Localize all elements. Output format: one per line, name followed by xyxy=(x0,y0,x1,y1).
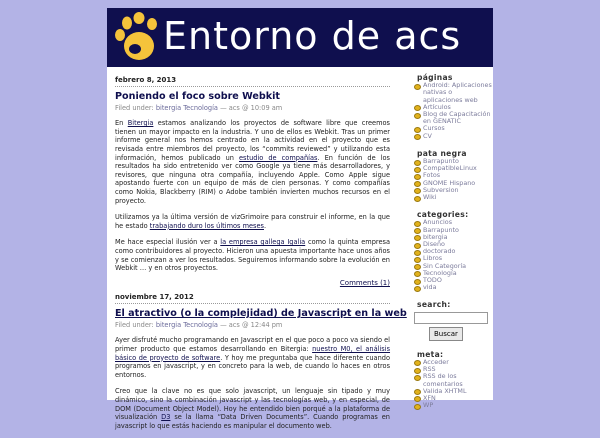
sidebar-link[interactable]: bitergia xyxy=(423,232,448,241)
bullet-icon xyxy=(414,84,421,90)
text: se la llama “Data Driven Documents”. Cuando programas en javascript lo que estás haciendo es manipular el documento web. xyxy=(115,413,390,430)
bullet-icon xyxy=(414,196,421,202)
text: Me hace especial ilusión ver a xyxy=(115,238,221,247)
comments-link[interactable]: Comments (1) xyxy=(339,278,390,287)
sidebar-link[interactable]: GNOME Hispano xyxy=(423,178,476,187)
main-content xyxy=(115,76,407,438)
sidebar-item[interactable] xyxy=(414,402,492,409)
site-header xyxy=(107,8,493,67)
post-date: febrero 8, 2013 xyxy=(115,76,390,87)
d3-link[interactable]: D3 xyxy=(161,413,171,422)
igalia-link[interactable]: la empresa gallega Igalia xyxy=(220,238,306,247)
sidebar-link[interactable]: Blog de Capacitación en GENATIC xyxy=(423,110,491,126)
sidebar-heading-pata-negra: pata negra xyxy=(417,148,467,158)
search-button[interactable]: Buscar xyxy=(429,327,463,341)
sidebar-link[interactable]: Wiki xyxy=(423,193,437,202)
bullet-icon xyxy=(414,134,421,140)
meta-prefix: Filed under: xyxy=(115,320,156,329)
post-date: noviembre 17, 2012 xyxy=(115,293,390,304)
sidebar-item[interactable] xyxy=(414,82,492,104)
sidebar-link[interactable]: Barrapunto xyxy=(423,225,459,234)
sidebar-heading-categories: categories: xyxy=(417,210,469,220)
sidebar-item[interactable] xyxy=(414,284,492,291)
page-container xyxy=(107,8,493,430)
text: . Y hoy me preguntaba que hace diferente cuando programos en javascript, y en concreto para la web, de cuando lo haces en otros entornos. xyxy=(115,353,390,379)
sidebar-link[interactable]: RSS xyxy=(423,365,436,374)
bullet-icon xyxy=(414,286,421,292)
text: . xyxy=(263,221,267,230)
sidebar-heading-search: search: xyxy=(417,300,451,310)
m0-link[interactable]: nuestro M0, el análisis básico de proyecto de software xyxy=(115,345,391,362)
sidebar-link[interactable]: Cursos xyxy=(423,124,445,133)
meta-prefix: Filed under: xyxy=(115,103,156,112)
bullet-icon xyxy=(414,375,421,381)
sidebar-item[interactable] xyxy=(414,111,492,125)
sidebar-link[interactable]: Anuncios xyxy=(423,218,453,227)
post-paragraph xyxy=(115,119,390,205)
sidebar-link[interactable]: XFN xyxy=(423,393,436,402)
meta-suffix: — acs @ 10:09 am xyxy=(217,103,283,112)
post-title-link[interactable]: El atractivo (o la complejidad) de Javascript en la web xyxy=(115,307,407,319)
sidebar-link[interactable]: Valida XHTML xyxy=(423,386,467,395)
estudio-link[interactable]: estudio de compañías xyxy=(239,153,318,162)
categories-list xyxy=(414,219,492,291)
sidebar-link[interactable]: CompatibleLinux xyxy=(423,164,477,173)
sidebar-link[interactable]: Tecnología xyxy=(423,268,457,277)
sidebar-link[interactable]: Diseño xyxy=(423,240,445,249)
gnome-foot-icon[interactable] xyxy=(111,12,161,64)
sidebar-heading-meta: meta: xyxy=(417,349,444,359)
post-paragraph xyxy=(115,238,390,272)
sidebar xyxy=(414,74,492,419)
sidebar-link[interactable]: CV xyxy=(423,131,432,140)
post-meta xyxy=(115,104,390,113)
post-meta xyxy=(115,321,390,330)
text: como la quinta empresa como contribuidores al proyecto. Hicieron una apuesta importante hace unos años y se comienzan a ver los resultados. Seguiremos informando sobre la evolución en Webkit … y en otros proyectos. xyxy=(115,238,390,273)
meta-suffix: — acs @ 12:44 pm xyxy=(217,320,283,329)
sidebar-link[interactable]: vida xyxy=(423,283,437,292)
sidebar-link[interactable]: TODO xyxy=(423,276,442,285)
text: Ayer disfruté mucho programando en Javascript en el que poco a poco va siendo el primer producto que estamos desarrollando en Bitergia: xyxy=(115,336,390,354)
bullet-icon xyxy=(414,404,421,410)
post-paragraph xyxy=(115,213,390,230)
bitergia-link[interactable]: Bitergia xyxy=(127,119,154,128)
trabajando-link[interactable]: trabajando duro los últimos meses xyxy=(149,221,264,230)
sidebar-link[interactable]: Subversion xyxy=(423,185,459,194)
text: Utilizamos ya la última versión de vizGrimoire para construir el informe, en la que he estado xyxy=(115,213,390,230)
sidebar-link[interactable]: Artículos xyxy=(423,102,451,111)
text: Creo que la clave no es que solo javascript, un lenguaje sin tipado y muy dinámico, sino la combinación javascript y las tecnologías web, y en especial, de DOM (Document Object Model). Hoy he entendido bien porqué a la plataforma de visualización xyxy=(115,387,390,422)
post-paragraph xyxy=(115,387,390,430)
category-link[interactable]: bitergia Tecnología xyxy=(155,320,218,329)
meta-list xyxy=(414,359,492,409)
sidebar-link[interactable]: doctorado xyxy=(423,247,456,256)
search-input[interactable] xyxy=(414,312,488,324)
sidebar-link[interactable]: Barrapunto xyxy=(423,157,459,166)
text: estamos analizando los proyectos de software libre que creemos tienen un mayor impacto en la industria. Y uno de ellos es Webkit. Tras un primer informe general nos hemos centrado en la actividad en el proyecto que es revisada entre miembros del proyecto, los “commits reviewed” y utilizando esta información, hemos publicado un xyxy=(115,119,390,162)
sidebar-link[interactable]: Libros xyxy=(423,254,443,263)
sidebar-item[interactable] xyxy=(414,133,492,140)
sidebar-item[interactable] xyxy=(414,194,492,201)
text: . En función de los resultados ha sido entretenido ver como Google ya tiene más desarrolladores, y revisores, que ninguna otra compañía, incluyendo Apple. Como Apple sigue apostando fuerte con un equipo de más de cien personas. Y como compañías como Nokia, Blackberry (RIM) o Adobe también invierten muchos recursos en el proyecto. xyxy=(115,153,390,205)
post xyxy=(115,293,407,430)
sidebar-link[interactable]: Acceder xyxy=(423,357,449,366)
post xyxy=(115,76,390,287)
sidebar-link[interactable]: Fotos xyxy=(423,171,441,180)
sidebar-item[interactable] xyxy=(414,373,492,387)
sidebar-link[interactable]: RSS de los comentarios xyxy=(423,372,463,388)
post-paragraph xyxy=(115,336,390,379)
sidebar-link[interactable]: Android: Aplicaciones nativas o aplicaciones web xyxy=(423,81,492,104)
comments-row xyxy=(115,279,390,288)
pages-list xyxy=(414,82,492,140)
sidebar-link[interactable]: Sin Categoría xyxy=(423,261,467,270)
sidebar-link[interactable]: WP xyxy=(423,401,434,410)
sidebar-heading-paginas: páginas xyxy=(417,73,453,82)
category-link[interactable]: bitergia Tecnología xyxy=(155,103,218,112)
bullet-icon xyxy=(414,113,421,119)
post-title-link[interactable]: Poniendo el foco sobre Webkit xyxy=(115,90,281,102)
site-title[interactable]: Entorno de acs xyxy=(163,14,462,58)
search-form xyxy=(414,312,492,341)
text: En xyxy=(115,119,128,128)
pata-negra-list xyxy=(414,158,492,201)
